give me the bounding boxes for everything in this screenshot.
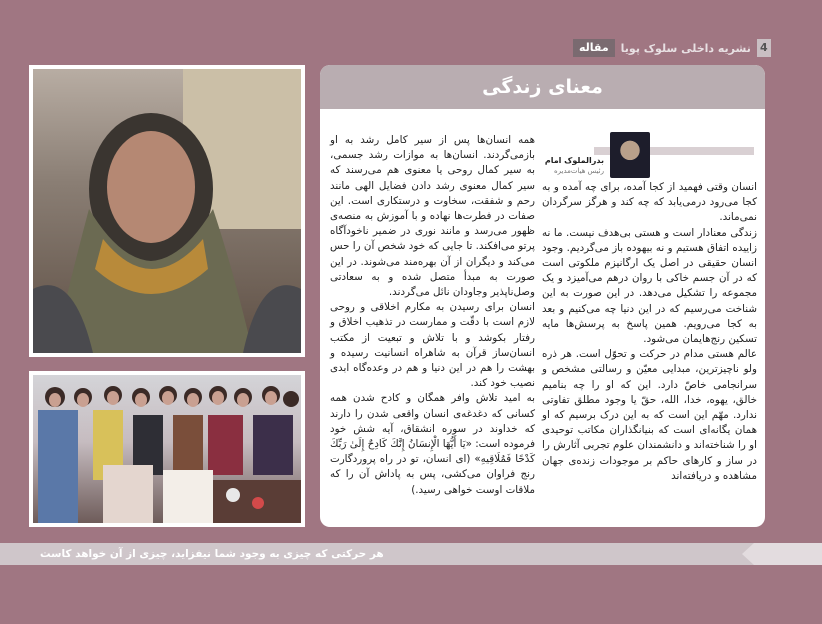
- portrait-image: [33, 69, 301, 353]
- article-column-right: [542, 180, 757, 484]
- page-number: 4: [757, 39, 771, 57]
- paragraph: انسان برای رسیدن به مکارم اخلاقی و روحی لازم است با دقّت و ممارست در تذهیب اخلاق و رفتار بکوشد و با تلاش و تبعیت از مکتب انسان‌ساز قرآن به شاهراه انسانیت رسیده و بهشت را هم در این دنیا و هم در وعده‌گاه ابدی نصیب خود کند.: [330, 301, 535, 390]
- paragraph: انسان وقتی فهمید از کجا آمده، برای چه آمده و به کجا می‌رود درمی‌یابد که چه کند و هرگز سرگردان نمی‌ماند.: [542, 181, 757, 224]
- author-name: بدرالملوک امام: [544, 156, 604, 165]
- portrait-photo: [29, 65, 305, 357]
- paragraph: همه انسان‌ها پس از سیر کامل رشد به او بازمی‌گردند. انسان‌ها به موازات رشد جسمی، به سیر کمال روحی یا معنوی هم می‌رسند که سیر کمال معنوی رشد دادن فضایل الهی مانند رحم و شفقت، سخاوت و درستکاری است. این صفات در فطرت‌ها نهاده و با آموزش به منصه‌ی ظهور می‌رسد و مانند نوری در ضمیر ناخودآگاه پرتو می‌افکند. تا جایی که خود شخص آن را حس می‌کند و دیگران از آن بهره‌مند می‌شوند. در این صورت به مبدأ متصل شده و به سعادتی وصل‌ناپذیر وجاودان نائل می‌گردند.: [330, 134, 535, 299]
- article-title: معنای زندگی: [320, 65, 765, 109]
- group-image: [33, 375, 301, 523]
- footer-quote: هر حرکتی که چیزی به وجود شما نیفزاید، چیزی از آن خواهد کاست: [40, 548, 384, 560]
- article-card: [320, 65, 765, 527]
- author-avatar: [610, 132, 650, 178]
- author-box: [544, 132, 754, 178]
- paragraph: عالم هستی مدام در حرکت و تحوّل است. هر ذره ولو ناچیزترین، مبدایی معیّن و رسالتی مشخص و سرانجامی خاصّ دارد. این که او را چه بنامیم خالق، یهوه، خدا، الله، حقّ یا وجود مطلق تفاوتی ندارد. مهّم این است که به این درک برسیم که او همان یگانه‌ای است که بنیانگذاران مکاتب توحیدی او را شناخته‌اند و دانشمندان علوم تجربی آثارش را در ساز و کارهای حاکم بر موجودات زنده‌ی جهان مشاهده و دریافته‌اند: [542, 348, 757, 482]
- footer-bar: [0, 543, 822, 565]
- paragraph: به امید تلاش وافر همگان و کادح شدن همه کسانی که دغدغه‌ی انسان واقعی شدن را دارند که خداوند در سوره انشقاق، آیه شش خود فرموده است: «يَا أَيُّهَا الْإِنسَانُ إِنَّكَ كَادِحٌ إِلَىٰ رَبِّكَ كَدْحًا فَمُلَاقِيهِ» (ای انسان، تو در راه پروردگارت رنج فراوان می‌کشی، پس به پاداش آن را که ملاقات اوست خواهی رسید.): [330, 392, 535, 496]
- author-role: رئیس هیات‌مدیره: [553, 167, 604, 175]
- footer-arrow-decoration: [742, 543, 822, 565]
- group-photo: [29, 371, 305, 527]
- publication-name: نشریه داخلی سلوک پویا: [620, 41, 751, 55]
- paragraph: زندگی معنادار است و هستی بی‌هدف نیست. ما نه زاییده اتفاق هستیم و نه بیهوده باز می‌گردیم. وجود انسان حقیقی در اصل یک ارگانیزم ملکوتی است که در آن جسم خاکی با روان درهم می‌آمیزد و یک مجموعه را تشکیل می‌دهد. در این صورت به این شناخت می‌رسیم که در این دنیا چه می‌کنیم و بعد به کجا می‌رویم. همین پاسخ به پرسش‌ها مایه تسکین رنج‌هایمان می‌شود.: [542, 226, 757, 346]
- page-header: [573, 39, 771, 57]
- section-label: مقاله: [573, 39, 615, 57]
- article-column-left: [330, 133, 535, 498]
